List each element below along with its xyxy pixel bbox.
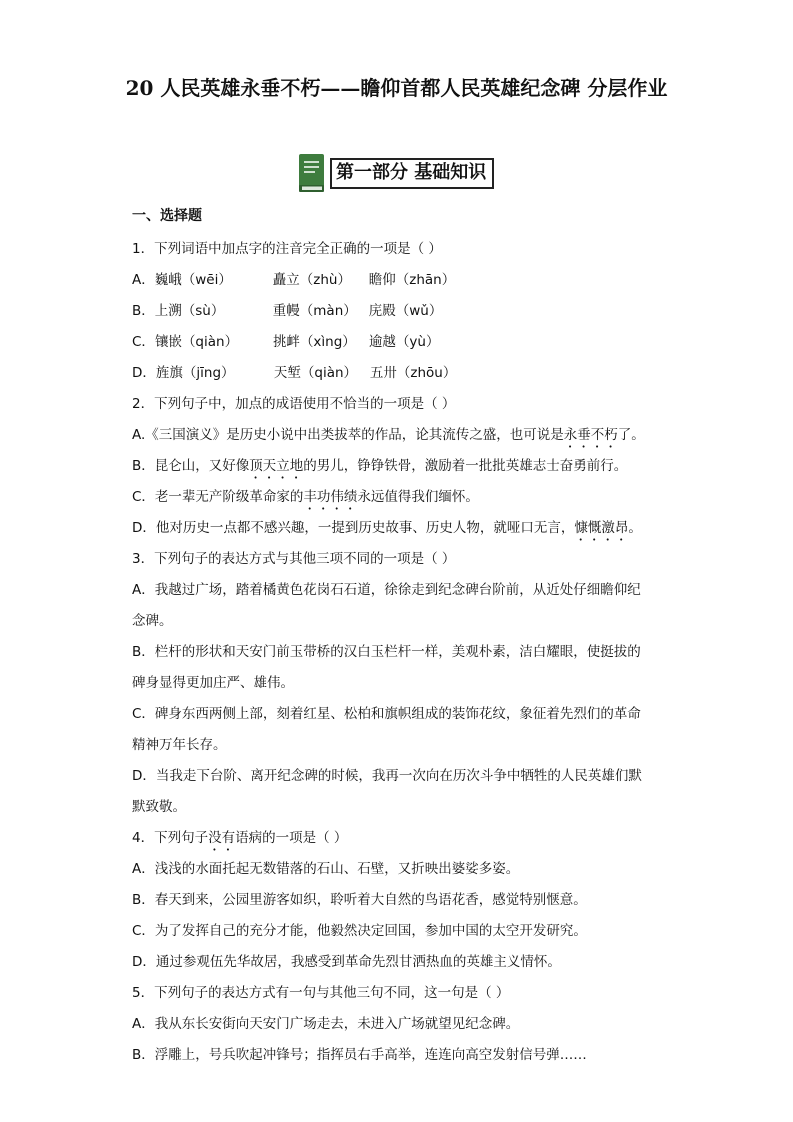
- q2-option-b: B．昆仑山，又好像顶天立地的男儿，铮铮铁骨，激励着一批批英雄志士奋勇前行。: [132, 458, 628, 474]
- section-heading: 一、选择题: [132, 208, 202, 224]
- q3-option-c-cont: 精神万年长存。: [132, 737, 227, 753]
- q1-option-d: D． 旌旗（jīng） 天堑（qiàn） 五卅（zhōu）: [132, 365, 457, 381]
- q3-option-d-cont: 默致敬。: [132, 799, 186, 815]
- q5-option-b: B．浮雕上，号兵吹起冲锋号；指挥员右手高举，连连向高空发射信号弹……: [132, 1047, 587, 1063]
- q3-option-a-cont: 念碑。: [132, 613, 173, 629]
- q4-option-b: B．春天到来，公园里游客如织，聆听着大自然的鸟语花香，感觉特别惬意。: [132, 892, 587, 908]
- q4-option-d: D．通过参观伍先华故居，我感受到革命先烈甘洒热血的英雄主义情怀。: [132, 954, 561, 970]
- q3-option-c: C．碑身东西两侧上部，刻着红星、松柏和旗帜组成的装饰花纹，象征着先烈们的革命: [132, 706, 641, 722]
- q2-option-d: D．他对历史一点都不感兴趣，一提到历史故事、历史人物，就哑口无言，慷慨激昂。: [132, 520, 642, 536]
- q1-stem: 1．下列词语中加点字的注音完全正确的一项是（ ）: [132, 241, 442, 257]
- section-banner: [298, 152, 494, 194]
- q3-option-d: D．当我走下台阶、离开纪念碑的时候，我再一次向在历次斗争中牺牲的人民英雄们默: [132, 768, 642, 784]
- q1-option-a: A． 巍峨（wēi） 矗立（zhù） 瞻仰（zhān）: [132, 272, 456, 288]
- q3-stem: 3．下列句子的表达方式与其他三项不同的一项是（ ）: [132, 551, 456, 567]
- question-list: [132, 207, 672, 1071]
- q3-option-a: A．我越过广场，踏着橘黄色花岗石石道，徐徐走到纪念碑台阶前，从近处仔细瞻仰纪: [132, 582, 641, 598]
- page-title: 20 人民英雄永垂不朽——瞻仰首都人民英雄纪念碑 分层作业: [125, 76, 668, 100]
- q2-stem: 2．下列句子中，加点的成语使用不恰当的一项是（ ）: [132, 396, 456, 412]
- q2-option-c: C．老一辈无产阶级革命家的丰功伟绩永远值得我们缅怀。: [132, 489, 479, 505]
- q3-option-b-cont: 碑身显得更加庄严、雄伟。: [132, 675, 294, 691]
- q3-option-b: B．栏杆的形状和天安门前玉带桥的汉白玉栏杆一样，美观朴素，洁白耀眼，使挺拔的: [132, 644, 641, 660]
- q1-option-b: B． 上溯（sù） 重幔（màn） 庑殿（wǔ）: [132, 303, 443, 319]
- q5-stem: 5．下列句子的表达方式有一句与其他三句不同，这一句是（ ）: [132, 985, 510, 1001]
- q2-option-a: A.《三国演义》是历史小说中出类拔萃的作品，论其流传之盛，也可说是永垂不朽了。: [132, 427, 645, 443]
- q1-option-c: C． 镶嵌（qiàn） 挑衅（xìng） 逾越（yù）: [132, 334, 440, 350]
- q5-option-a: A．我从东长安街向天安门广场走去，未进入广场就望见纪念碑。: [132, 1016, 520, 1032]
- q4-stem: 4．下列句子没有语病的一项是（ ）: [132, 830, 348, 846]
- book-icon: [298, 153, 326, 193]
- q4-option-c: C．为了发挥自己的充分才能，他毅然决定回国，参加中国的太空开发研究。: [132, 923, 587, 939]
- section-banner-label: 第一部分 基础知识: [330, 158, 494, 189]
- q4-option-a: A．浅浅的水面托起无数错落的石山、石壁，又折映出婆娑多姿。: [132, 861, 520, 877]
